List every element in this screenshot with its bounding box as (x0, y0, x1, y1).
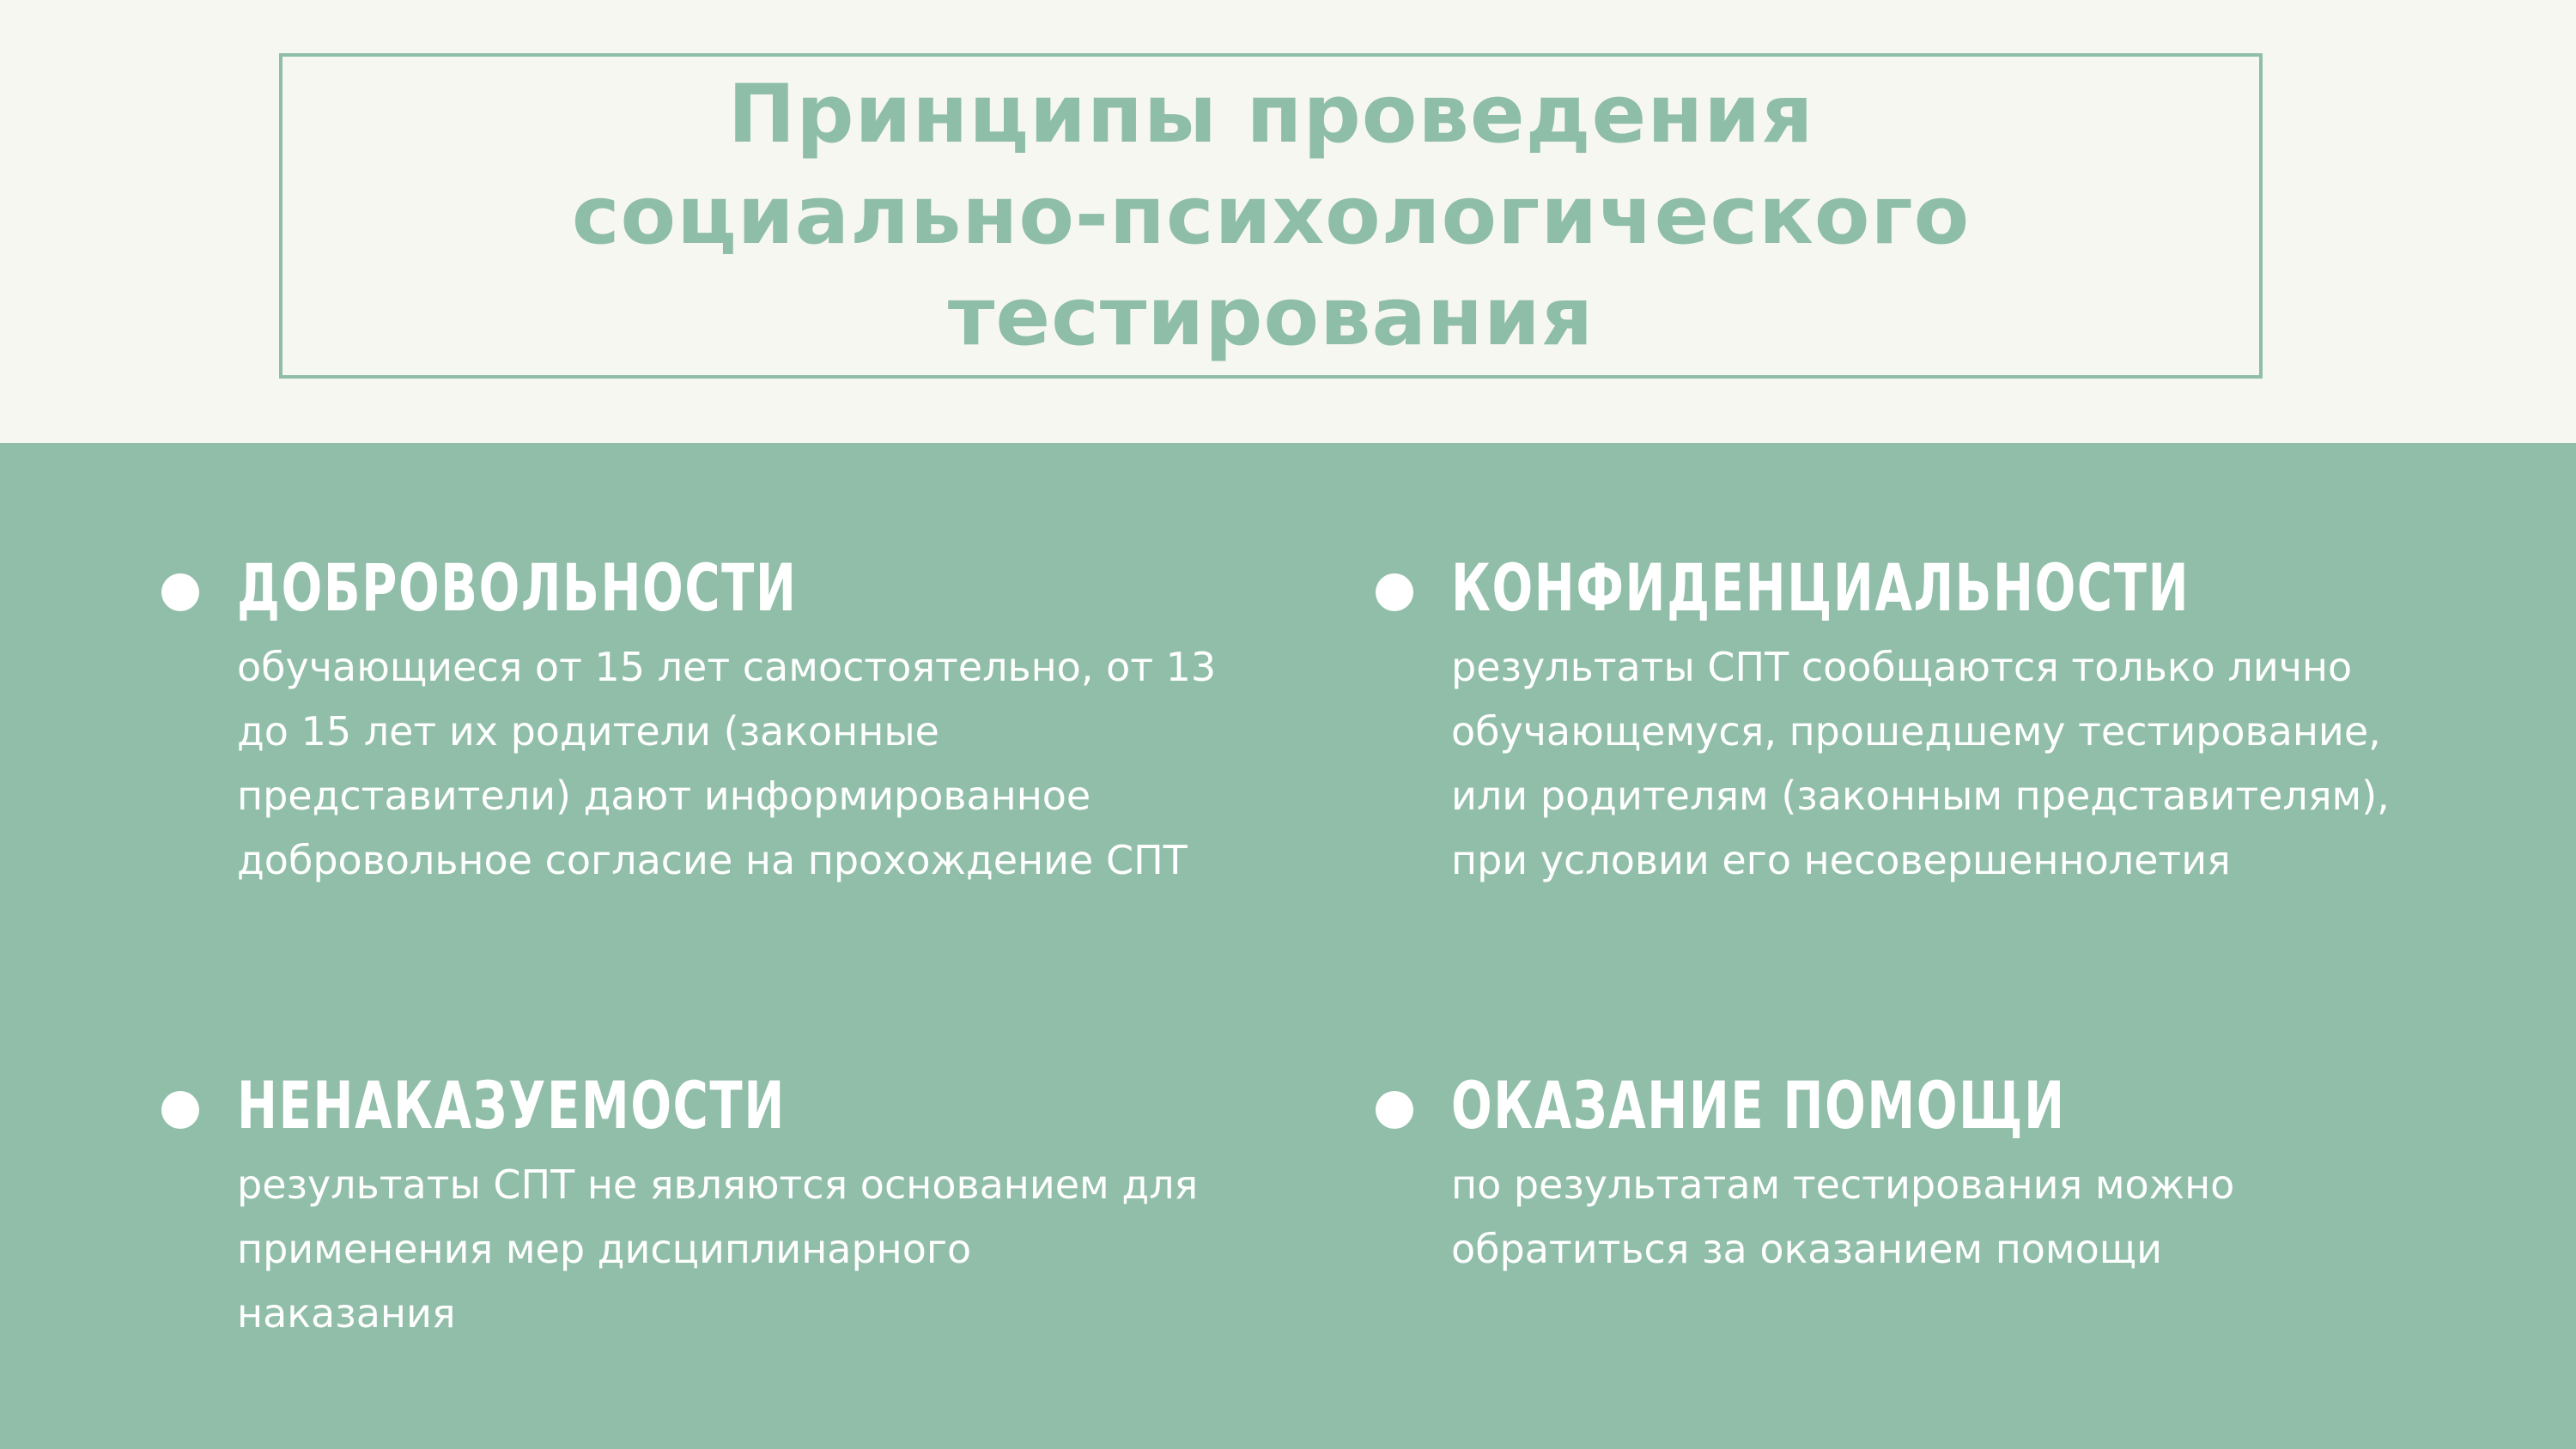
bullet-icon (161, 573, 199, 611)
principle-description: результаты СПТ не являются основанием для применения мер дисциплинарного наказания (237, 1161, 1199, 1337)
principle-confidentiality (1451, 541, 2482, 893)
principle-non-punishment (237, 1058, 1267, 1346)
bullet-icon (1376, 1091, 1413, 1129)
principle-title: ДОБРОВОЛЬНОСТИ (237, 549, 798, 626)
principle-title: ОКАЗАНИЕ ПОМОЩИ (1451, 1067, 2066, 1143)
principle-title: КОНФИДЕНЦИАЛЬНОСТИ (1451, 549, 2190, 626)
principle-description: результаты СПТ сообщаются только лично обучающемуся, прошедшему тестирование, или родителям (законным представителям), при условии его несовершеннолетия (1451, 644, 2390, 883)
principle-description: по результатам тестирования можно обратиться за оказанием помощи (1451, 1161, 2235, 1272)
title-frame (279, 53, 2263, 379)
bullet-icon (161, 1091, 199, 1129)
bullet-icon (1376, 573, 1413, 611)
principle-assistance (1451, 1058, 2482, 1282)
title-section (0, 0, 2576, 443)
principle-description: обучающиеся от 15 лет самостоятельно, от 13 до 15 лет их родители (законные представители) дают информированное добровольное согласие на прохождение СПТ (237, 644, 1217, 883)
principle-title: НЕНАКАЗУЕМОСТИ (237, 1067, 786, 1143)
principle-voluntariness (237, 541, 1267, 893)
slide-title: Принципы проведения социально-психологического тестирования (571, 67, 1971, 364)
